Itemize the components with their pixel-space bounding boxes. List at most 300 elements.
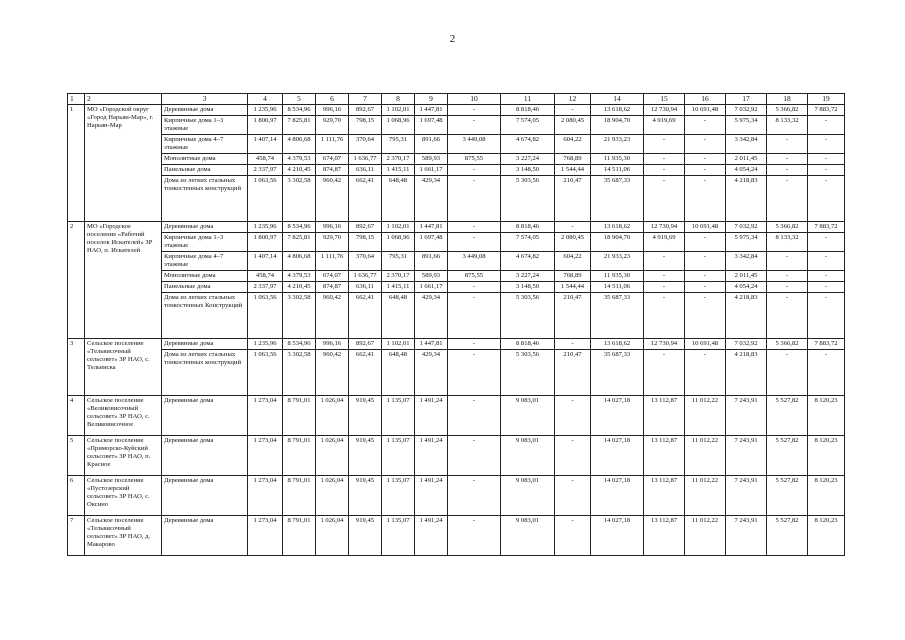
value-cell: 13 112,87 — [644, 436, 685, 476]
value-cell: 7 032,92 — [726, 222, 767, 233]
value-cell: 768,89 — [555, 271, 591, 282]
value-cell: 5 527,82 — [767, 396, 808, 436]
value-cell: 1 636,77 — [349, 154, 382, 165]
value-cell: 4 379,53 — [283, 154, 316, 165]
value-cell: 1 235,96 — [248, 222, 283, 233]
value-cell: 648,48 — [382, 176, 415, 222]
value-cell: 4 806,68 — [283, 252, 316, 271]
value-cell: 919,45 — [349, 436, 382, 476]
value-cell: 1 111,76 — [316, 135, 349, 154]
value-cell: 1 063,56 — [248, 293, 283, 339]
row-index: 4 — [68, 396, 85, 436]
column-header: 6 — [316, 94, 349, 105]
value-cell: - — [767, 154, 808, 165]
value-cell: 648,48 — [382, 350, 415, 396]
value-cell: 18 904,70 — [591, 233, 644, 252]
building-type: Деревянные дома — [162, 222, 248, 233]
building-type: Монолитные дома — [162, 271, 248, 282]
building-type: Дома из легких стальных тонкостенных конструкций — [162, 350, 248, 396]
column-header: 10 — [448, 94, 501, 105]
value-cell: 2 011,45 — [726, 154, 767, 165]
value-cell: 8 120,23 — [808, 516, 845, 556]
value-cell: 11 935,30 — [591, 154, 644, 165]
value-cell: 5 527,82 — [767, 436, 808, 476]
column-header: 8 — [382, 94, 415, 105]
value-cell: - — [685, 154, 726, 165]
value-cell: 5 303,56 — [501, 350, 555, 396]
value-cell: 8 534,96 — [283, 222, 316, 233]
value-cell: - — [767, 282, 808, 293]
value-cell: 1 068,96 — [382, 116, 415, 135]
value-cell: 4 218,83 — [726, 176, 767, 222]
value-cell: 1 235,96 — [248, 105, 283, 116]
value-cell: 1 135,07 — [382, 436, 415, 476]
value-cell: 929,70 — [316, 116, 349, 135]
value-cell: 1 661,17 — [415, 282, 448, 293]
building-type: Деревянные дома — [162, 396, 248, 436]
value-cell: 14 027,18 — [591, 476, 644, 516]
value-cell: 7 825,81 — [283, 116, 316, 135]
value-cell: - — [685, 271, 726, 282]
building-type: Панельные дома — [162, 282, 248, 293]
value-cell: 1 063,56 — [248, 350, 283, 396]
value-cell: 1 063,56 — [248, 176, 283, 222]
value-cell: 960,42 — [316, 176, 349, 222]
value-cell: 1 415,11 — [382, 165, 415, 176]
value-cell: 919,45 — [349, 516, 382, 556]
value-cell: 891,66 — [415, 135, 448, 154]
value-cell: 1 407,14 — [248, 135, 283, 154]
value-cell: - — [767, 252, 808, 271]
table-row — [68, 176, 845, 222]
value-cell: 8 534,96 — [283, 105, 316, 116]
value-cell: - — [808, 116, 845, 135]
building-type: Панельные дома — [162, 165, 248, 176]
value-cell: 5 303,56 — [501, 176, 555, 222]
value-cell: - — [448, 350, 501, 396]
value-cell: 4 054,24 — [726, 165, 767, 176]
value-cell: 1 697,48 — [415, 116, 448, 135]
value-cell: 919,45 — [349, 396, 382, 436]
value-cell: 8 133,32 — [767, 233, 808, 252]
building-type: Кирпичные дома 1–3 этажные — [162, 116, 248, 135]
table-row — [68, 516, 845, 556]
value-cell: 892,67 — [349, 222, 382, 233]
value-cell: 1 273,04 — [248, 436, 283, 476]
value-cell: 662,41 — [349, 350, 382, 396]
value-cell: 429,34 — [415, 293, 448, 339]
value-cell: 1 491,24 — [415, 436, 448, 476]
value-cell: 1 111,76 — [316, 252, 349, 271]
table-row — [68, 396, 845, 436]
table-row — [68, 165, 845, 176]
value-cell: 1 135,07 — [382, 396, 415, 436]
value-cell: 648,48 — [382, 293, 415, 339]
value-cell: 1 800,97 — [248, 116, 283, 135]
value-cell: 7 243,91 — [726, 476, 767, 516]
value-cell: 919,45 — [349, 476, 382, 516]
value-cell: - — [555, 436, 591, 476]
value-cell: 14 027,18 — [591, 396, 644, 436]
value-cell: - — [448, 516, 501, 556]
value-cell: 8 120,23 — [808, 436, 845, 476]
value-cell: - — [644, 350, 685, 396]
value-cell: 1 800,97 — [248, 233, 283, 252]
value-cell: 7 243,91 — [726, 516, 767, 556]
value-cell: - — [808, 282, 845, 293]
value-cell: - — [448, 105, 501, 116]
value-cell: - — [808, 176, 845, 222]
column-header: 11 — [501, 94, 555, 105]
column-header: 5 — [283, 94, 316, 105]
value-cell: 10 691,48 — [685, 222, 726, 233]
table-row — [68, 252, 845, 271]
value-cell: 1 636,77 — [349, 271, 382, 282]
municipality-name: Сельское поселение «Великовисочный сельсовет» ЗР НАО, с. Великовисочное — [85, 396, 162, 436]
value-cell: 11 012,22 — [685, 516, 726, 556]
building-type: Деревянные дома — [162, 436, 248, 476]
value-cell: 4 210,45 — [283, 282, 316, 293]
value-cell: - — [685, 282, 726, 293]
value-cell: 604,22 — [555, 252, 591, 271]
value-cell: 370,64 — [349, 135, 382, 154]
value-cell: 3 302,58 — [283, 176, 316, 222]
value-cell: 3 449,08 — [448, 252, 501, 271]
value-cell: - — [808, 135, 845, 154]
value-cell: 4 218,83 — [726, 350, 767, 396]
value-cell: 1 447,81 — [415, 105, 448, 116]
value-cell: 1 026,04 — [316, 396, 349, 436]
value-cell: 13 112,87 — [644, 396, 685, 436]
value-cell: 9 083,01 — [501, 476, 555, 516]
value-cell: 2 080,45 — [555, 233, 591, 252]
value-cell: 10 691,48 — [685, 339, 726, 350]
value-cell: - — [808, 271, 845, 282]
value-cell: 798,15 — [349, 116, 382, 135]
value-cell: 7 574,05 — [501, 116, 555, 135]
row-index: 3 — [68, 339, 85, 396]
value-cell: 3 342,84 — [726, 252, 767, 271]
value-cell: - — [685, 135, 726, 154]
value-cell: 795,31 — [382, 252, 415, 271]
value-cell: 13 112,87 — [644, 516, 685, 556]
value-cell: 662,41 — [349, 293, 382, 339]
table-row — [68, 293, 845, 339]
column-header: 18 — [767, 94, 808, 105]
value-cell: - — [685, 176, 726, 222]
value-cell: 1 273,04 — [248, 516, 283, 556]
column-header: 19 — [808, 94, 845, 105]
value-cell: 35 687,33 — [591, 176, 644, 222]
value-cell: - — [644, 135, 685, 154]
value-cell: 14 511,06 — [591, 165, 644, 176]
value-cell: 1 102,01 — [382, 222, 415, 233]
value-cell: - — [644, 252, 685, 271]
value-cell: 3 449,08 — [448, 135, 501, 154]
value-cell: 7 883,72 — [808, 222, 845, 233]
table-row — [68, 282, 845, 293]
value-cell: 210,47 — [555, 293, 591, 339]
value-cell: 1 415,11 — [382, 282, 415, 293]
value-cell: 8 120,23 — [808, 476, 845, 516]
value-cell: 1 026,04 — [316, 476, 349, 516]
value-cell: 35 687,33 — [591, 293, 644, 339]
value-cell: 662,41 — [349, 176, 382, 222]
value-cell: 5 975,34 — [726, 233, 767, 252]
value-cell: 9 083,01 — [501, 396, 555, 436]
value-cell: - — [644, 271, 685, 282]
value-cell: 458,74 — [248, 154, 283, 165]
column-header: 4 — [248, 94, 283, 105]
value-cell: 674,07 — [316, 271, 349, 282]
value-cell: - — [448, 233, 501, 252]
building-type: Дома из легких стальных тонкостенных Конструкций — [162, 293, 248, 339]
value-cell: 2 370,17 — [382, 154, 415, 165]
value-cell: 892,67 — [349, 339, 382, 350]
value-cell: 8 791,01 — [283, 476, 316, 516]
value-cell: 1 697,48 — [415, 233, 448, 252]
value-cell: 1 407,14 — [248, 252, 283, 271]
value-cell: 2 337,97 — [248, 282, 283, 293]
value-cell: - — [555, 222, 591, 233]
value-cell: 3 227,24 — [501, 154, 555, 165]
value-cell: 210,47 — [555, 176, 591, 222]
building-type: Кирпичные дома 4–7 этажные — [162, 135, 248, 154]
building-type: Деревянные дома — [162, 339, 248, 350]
value-cell: 458,74 — [248, 271, 283, 282]
column-header: 1 — [68, 94, 85, 105]
value-cell: - — [644, 154, 685, 165]
value-cell: 21 933,23 — [591, 252, 644, 271]
value-cell: 4 218,83 — [726, 293, 767, 339]
building-type: Монолитные дома — [162, 154, 248, 165]
value-cell: 14 511,06 — [591, 282, 644, 293]
value-cell: 14 027,18 — [591, 516, 644, 556]
table-row — [68, 222, 845, 233]
value-cell: 1 026,04 — [316, 436, 349, 476]
column-header: 16 — [685, 94, 726, 105]
value-cell: - — [685, 293, 726, 339]
value-cell: 1 491,24 — [415, 396, 448, 436]
value-cell: 7 032,92 — [726, 339, 767, 350]
value-cell: - — [808, 233, 845, 252]
table-row — [68, 233, 845, 252]
value-cell: 4 806,68 — [283, 135, 316, 154]
value-cell: 960,42 — [316, 293, 349, 339]
value-cell: 3 302,58 — [283, 293, 316, 339]
table-row — [68, 105, 845, 116]
value-cell: 996,16 — [316, 105, 349, 116]
value-cell: 11 012,22 — [685, 476, 726, 516]
value-cell: - — [644, 165, 685, 176]
row-index: 2 — [68, 222, 85, 339]
value-cell: 21 933,23 — [591, 135, 644, 154]
cost-table — [67, 93, 845, 556]
value-cell: 10 691,48 — [685, 105, 726, 116]
column-header: 3 — [162, 94, 248, 105]
value-cell: - — [644, 282, 685, 293]
value-cell: 636,11 — [349, 282, 382, 293]
value-cell: 2 011,45 — [726, 271, 767, 282]
value-cell: - — [448, 165, 501, 176]
value-cell: 5 366,82 — [767, 339, 808, 350]
value-cell: 1 544,44 — [555, 165, 591, 176]
value-cell: 1 068,96 — [382, 233, 415, 252]
value-cell: 1 447,81 — [415, 222, 448, 233]
value-cell: 875,55 — [448, 154, 501, 165]
municipality-name: Сельское поселение «Тельвисочный сельсовет» ЗР НАО, с. Тельвиска — [85, 339, 162, 396]
value-cell: 13 618,62 — [591, 222, 644, 233]
value-cell: - — [448, 282, 501, 293]
value-cell: 1 273,04 — [248, 476, 283, 516]
value-cell: 874,87 — [316, 282, 349, 293]
building-type: Деревянные дома — [162, 476, 248, 516]
value-cell: 13 618,62 — [591, 105, 644, 116]
value-cell: 4 674,82 — [501, 135, 555, 154]
value-cell: - — [808, 293, 845, 339]
value-cell: - — [767, 293, 808, 339]
value-cell: 13 112,87 — [644, 476, 685, 516]
value-cell: - — [767, 176, 808, 222]
value-cell: - — [767, 135, 808, 154]
value-cell: - — [555, 476, 591, 516]
municipality-name: МО «Городское поселение «Рабочий поселок Искателей» ЗР НАО, п. Искателей — [85, 222, 162, 339]
table-body — [68, 94, 845, 556]
value-cell: 996,16 — [316, 339, 349, 350]
table-row — [68, 436, 845, 476]
value-cell: - — [448, 396, 501, 436]
value-cell: 996,16 — [316, 222, 349, 233]
value-cell: 4 919,69 — [644, 233, 685, 252]
value-cell: 429,34 — [415, 176, 448, 222]
value-cell: 4 379,53 — [283, 271, 316, 282]
value-cell: 5 366,82 — [767, 222, 808, 233]
value-cell: - — [555, 339, 591, 350]
value-cell: 429,34 — [415, 350, 448, 396]
row-index: 6 — [68, 476, 85, 516]
value-cell: 4 210,45 — [283, 165, 316, 176]
value-cell: 1 102,01 — [382, 105, 415, 116]
value-cell: 1 273,04 — [248, 396, 283, 436]
municipality-name: МО «Городской округ «Город Нарьян-Мар», г. Нарьян-Мар — [85, 105, 162, 222]
value-cell: 7 243,91 — [726, 396, 767, 436]
value-cell: 874,87 — [316, 165, 349, 176]
value-cell: 795,31 — [382, 135, 415, 154]
value-cell: 3 227,24 — [501, 271, 555, 282]
header-row — [68, 94, 845, 105]
value-cell: - — [555, 516, 591, 556]
value-cell: 11 935,30 — [591, 271, 644, 282]
value-cell: 1 447,81 — [415, 339, 448, 350]
value-cell: 798,15 — [349, 233, 382, 252]
value-cell: 9 083,01 — [501, 516, 555, 556]
value-cell: 8 818,46 — [501, 105, 555, 116]
value-cell: 12 730,94 — [644, 105, 685, 116]
value-cell: - — [808, 165, 845, 176]
value-cell: 4 674,82 — [501, 252, 555, 271]
value-cell: 12 730,94 — [644, 339, 685, 350]
value-cell: - — [555, 105, 591, 116]
value-cell: 5 527,82 — [767, 516, 808, 556]
column-header: 12 — [555, 94, 591, 105]
value-cell: 7 243,91 — [726, 436, 767, 476]
building-type: Деревянные дома — [162, 516, 248, 556]
value-cell: 12 730,94 — [644, 222, 685, 233]
value-cell: 5 527,82 — [767, 476, 808, 516]
value-cell: 8 120,23 — [808, 396, 845, 436]
value-cell: - — [555, 396, 591, 436]
value-cell: 1 544,44 — [555, 282, 591, 293]
value-cell: 1 491,24 — [415, 476, 448, 516]
value-cell: 9 083,01 — [501, 436, 555, 476]
value-cell: 1 135,07 — [382, 516, 415, 556]
value-cell: 875,55 — [448, 271, 501, 282]
municipality-name: Сельское поселение «Тельвисочный сельсовет» ЗР НАО, д. Макарово — [85, 516, 162, 556]
value-cell: 4 054,24 — [726, 282, 767, 293]
value-cell: 8 791,01 — [283, 436, 316, 476]
table-row — [68, 271, 845, 282]
value-cell: 636,11 — [349, 165, 382, 176]
value-cell: 3 302,58 — [283, 350, 316, 396]
value-cell: 11 012,22 — [685, 436, 726, 476]
value-cell: 8 791,01 — [283, 396, 316, 436]
value-cell: 960,42 — [316, 350, 349, 396]
value-cell: - — [685, 116, 726, 135]
value-cell: - — [448, 293, 501, 339]
value-cell: 14 027,18 — [591, 436, 644, 476]
value-cell: - — [685, 233, 726, 252]
value-cell: 7 032,92 — [726, 105, 767, 116]
table-row — [68, 116, 845, 135]
value-cell: 8 818,46 — [501, 339, 555, 350]
value-cell: 5 366,82 — [767, 105, 808, 116]
table-row — [68, 476, 845, 516]
building-type: Деревянные дома — [162, 105, 248, 116]
value-cell: 7 825,81 — [283, 233, 316, 252]
value-cell: - — [448, 222, 501, 233]
column-header: 15 — [644, 94, 685, 105]
value-cell: 7 883,72 — [808, 339, 845, 350]
value-cell: 18 904,70 — [591, 116, 644, 135]
value-cell: 7 883,72 — [808, 105, 845, 116]
value-cell: - — [808, 252, 845, 271]
value-cell: 3 342,84 — [726, 135, 767, 154]
table-row — [68, 339, 845, 350]
value-cell: 11 012,22 — [685, 396, 726, 436]
value-cell: - — [767, 350, 808, 396]
value-cell: 1 661,17 — [415, 165, 448, 176]
value-cell: 2 337,97 — [248, 165, 283, 176]
value-cell: 35 687,33 — [591, 350, 644, 396]
value-cell: 1 135,07 — [382, 476, 415, 516]
value-cell: 1 026,04 — [316, 516, 349, 556]
value-cell: 7 574,05 — [501, 233, 555, 252]
value-cell: 5 303,56 — [501, 293, 555, 339]
value-cell: - — [448, 436, 501, 476]
building-type: Кирпичные дома 1–3 этажные — [162, 233, 248, 252]
value-cell: - — [767, 271, 808, 282]
building-type: Дома из легких стальных тонкостенных конструкций — [162, 176, 248, 222]
value-cell: 8 818,46 — [501, 222, 555, 233]
value-cell: 8 133,32 — [767, 116, 808, 135]
value-cell: - — [448, 176, 501, 222]
value-cell: - — [808, 350, 845, 396]
column-header: 7 — [349, 94, 382, 105]
row-index: 5 — [68, 436, 85, 476]
value-cell: 929,70 — [316, 233, 349, 252]
column-header: 2 — [85, 94, 162, 105]
value-cell: 1 102,01 — [382, 339, 415, 350]
